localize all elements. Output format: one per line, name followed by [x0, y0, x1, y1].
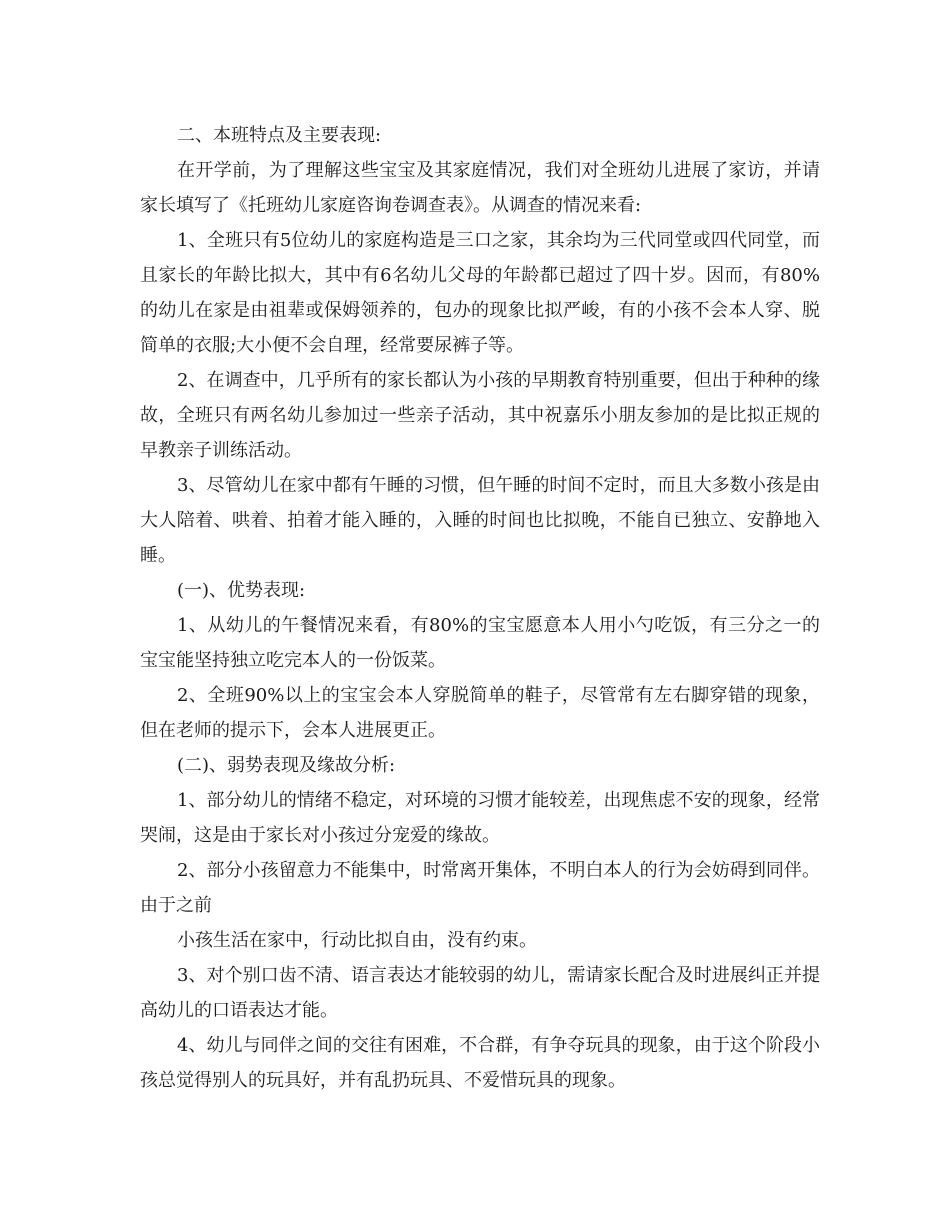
- section-heading-class-characteristics: 二、本班特点及主要表现:: [177, 125, 382, 146]
- subheading-strengths: (一)、优势表现:: [177, 580, 306, 601]
- subheading-weaknesses: (二)、弱势表现及缘故分析:: [177, 755, 396, 776]
- paragraph-intro: 在开学前，为了理解这些宝宝及其家庭情况，我们对全班幼儿进展了家访，并请家长填写了《托班幼儿家庭咨询卷调查表》。从调查的情况来看:: [140, 160, 820, 216]
- paragraph-weakness-3: 3、对个别口齿不清、语言表达才能较弱的幼儿，需请家长配合及时进展纠正并提高幼儿的口语表达才能。: [140, 965, 820, 1021]
- paragraph-weakness-2: 2、部分小孩留意力不能集中，时常离开集体，不明白本人的行为会妨碍到同伴。由于之前: [140, 860, 820, 916]
- paragraph-strength-2: 2、全班90%以上的宝宝会本人穿脱简单的鞋子，尽管常有左右脚穿错的现象，但在老师的提示下，会本人进展更正。: [140, 685, 820, 741]
- paragraph-weakness-2-continued: 小孩生活在家中，行动比拟自由，没有约束。: [177, 930, 537, 951]
- paragraph-item-1: 1、全班只有5位幼儿的家庭构造是三口之家，其余均为三代同堂或四代同堂，而且家长的年龄比拟大，其中有6名幼儿父母的年龄都已超过了四十岁。因而，有80%的幼儿在家是由祖辈或保姆领养的，包办的现象比拟严峻，有的小孩不会本人穿、脱简单的衣服;大小便不会自理，经常要尿裤子等。: [140, 230, 820, 356]
- paragraph-item-2: 2、在调查中，几乎所有的家长都认为小孩的早期教育特别重要，但出于种种的缘故，全班只有两名幼儿参加过一些亲子活动，其中祝嘉乐小朋友参加的是比拟正规的早教亲子训练活动。: [140, 370, 820, 461]
- document-body: [140, 118, 820, 1098]
- paragraph-weakness-4: 4、幼儿与同伴之间的交往有困难，不合群，有争夺玩具的现象，由于这个阶段小孩总觉得别人的玩具好，并有乱扔玩具、不爱惜玩具的现象。: [140, 1035, 820, 1091]
- paragraph-strength-1: 1、从幼儿的午餐情况来看，有80%的宝宝愿意本人用小勺吃饭，有三分之一的宝宝能坚持独立吃完本人的一份饭菜。: [140, 615, 820, 671]
- paragraph-weakness-1: 1、部分幼儿的情绪不稳定，对环境的习惯才能较差，出现焦虑不安的现象，经常哭闹，这是由于家长对小孩过分宠爱的缘故。: [140, 790, 820, 846]
- paragraph-item-3: 3、尽管幼儿在家中都有午睡的习惯，但午睡的时间不定时，而且大多数小孩是由大人陪着、哄着、拍着才能入睡的，入睡的时间也比拟晚，不能自已独立、安静地入睡。: [140, 475, 820, 566]
